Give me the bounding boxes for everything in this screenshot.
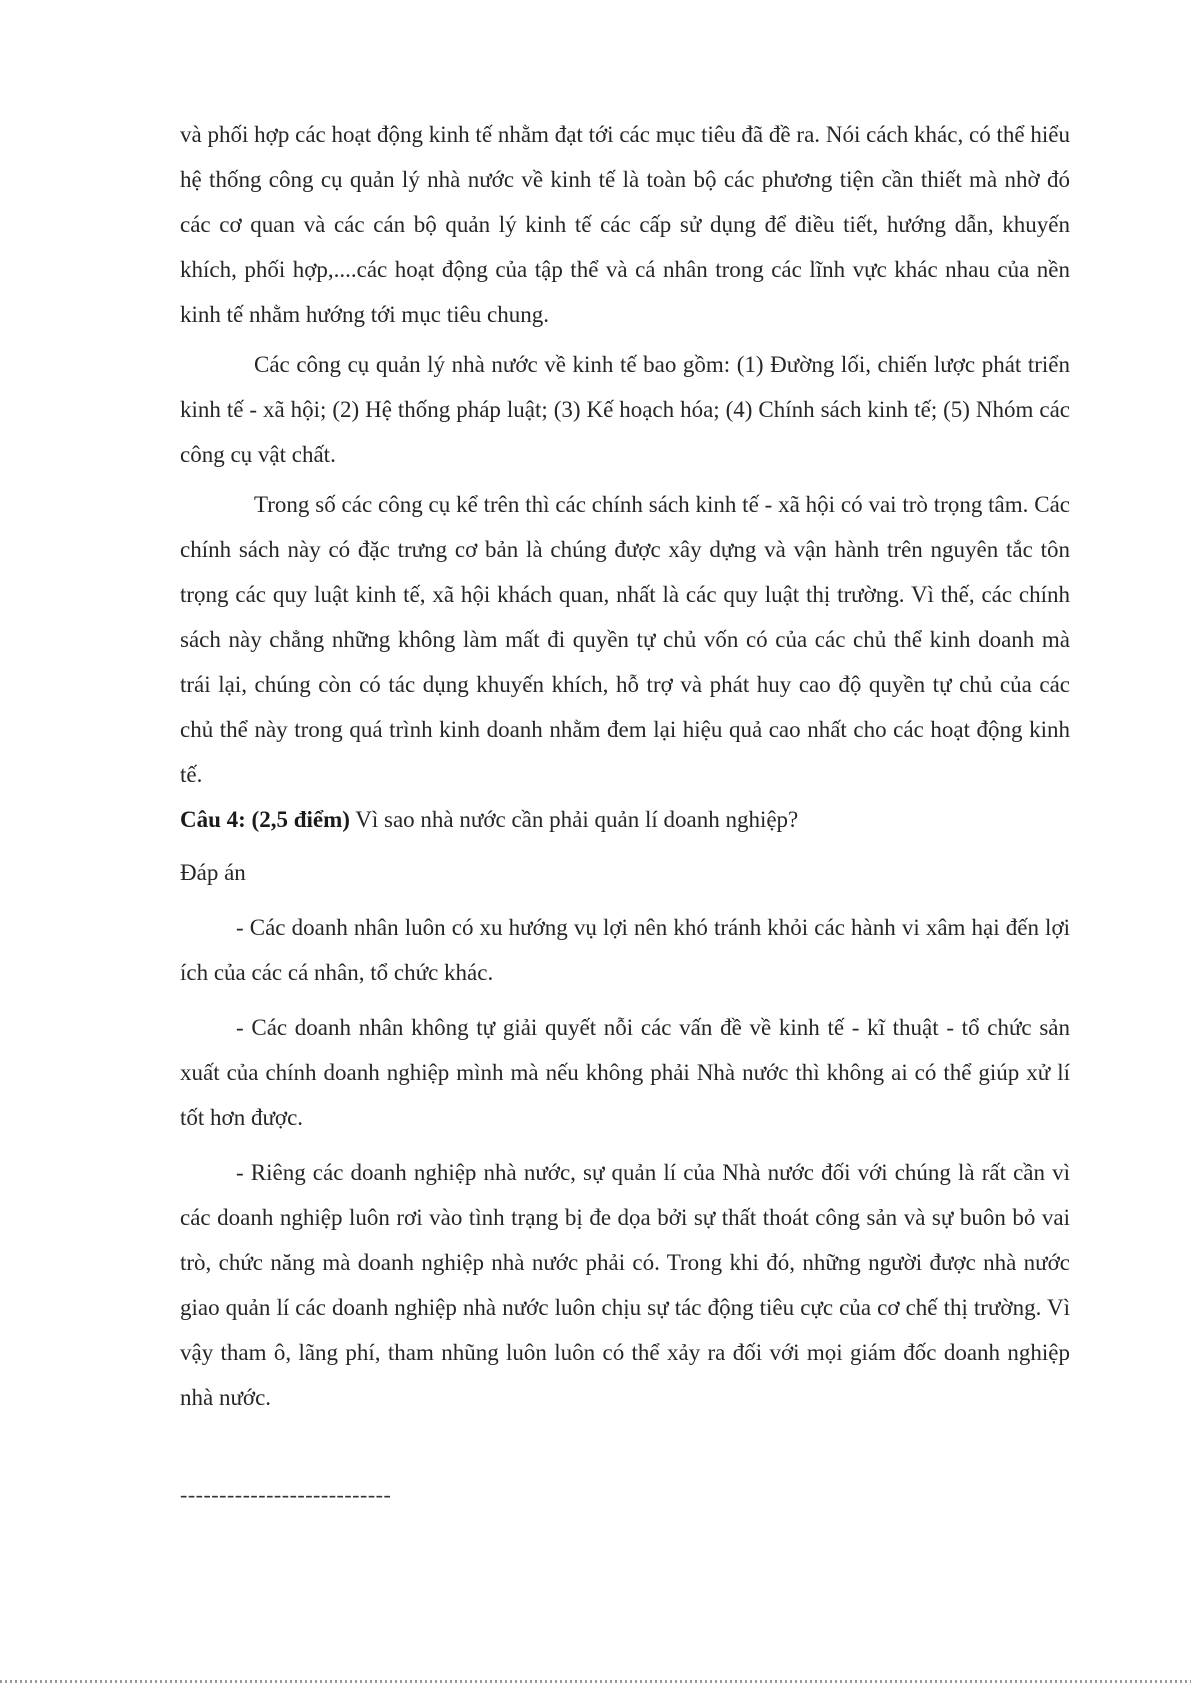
answer-item-3: - Riêng các doanh nghiệp nhà nước, sự quản lí của Nhà nước đối với chúng là rất cần vì các doanh nghiệp luôn rơi vào tình trạng bị đe dọa bởi sự thất thoát công sản và sự buôn bỏ vai trò, chức năng mà doanh nghiệp nhà nước phải có. Trong khi đó, những người được nhà nước giao quản lí các doanh nghiệp nhà nước luôn chịu sự tác động tiêu cực của cơ chế thị trường. Vì vậy tham ô, lãng phí, tham nhũng luôn luôn có thể xảy ra đối với mọi giám đốc doanh nghiệp nhà nước. xyxy=(180,1160,1070,1410)
paragraph-tools-definition: và phối hợp các hoạt động kinh tế nhằm đạt tới các mục tiêu đã đề ra. Nói cách khác, có thể hiểu hệ thống công cụ quản lý nhà nước về kinh tế là toàn bộ các phương tiện cần thiết mà nhờ đó các cơ quan và các cán bộ quản lý kinh tế các cấp sử dụng để điều tiết, hướng dẫn, khuyến khích, phối hợp,....các hoạt động của tập thể và cá nhân trong các lĩnh vực khác nhau của nền kinh tế nhằm hướng tới mục tiêu chung. xyxy=(180,122,1070,327)
section-separator: --------------------------- xyxy=(180,1482,392,1507)
answer-item-2: - Các doanh nhân không tự giải quyết nỗi các vấn đề về kinh tế - kĩ thuật - tổ chức sản xuất của chính doanh nghiệp mình mà nếu không phải Nhà nước thì không ai có thể giúp xử lí tốt hơn được. xyxy=(180,1015,1070,1130)
answer-heading: Đáp án xyxy=(180,860,246,885)
paragraph-tools-list: Các công cụ quản lý nhà nước về kinh tế bao gồm: (1) Đường lối, chiến lược phát triển kinh tế - xã hội; (2) Hệ thống pháp luật; (3) Kế hoạch hóa; (4) Chính sách kinh tế; (5) Nhóm các công cụ vật chất. xyxy=(180,352,1070,467)
document-page xyxy=(180,112,1070,1517)
paragraph-economic-policy: Trong số các công cụ kể trên thì các chính sách kinh tế - xã hội có vai trò trọng tâm. Các chính sách này có đặc trưng cơ bản là chúng được xây dựng và vận hành trên nguyên tắc tôn trọng các quy luật kinh tế, xã hội khách quan, nhất là các quy luật thị trường. Vì thế, các chính sách này chẳng những không làm mất đi quyền tự chủ vốn có của các chủ thể kinh doanh mà trái lại, chúng còn có tác dụng khuyến khích, hỗ trợ và phát huy cao độ quyền tự chủ của các chủ thể này trong quá trình kinh doanh nhằm đem lại hiệu quả cao nhất cho các hoạt động kinh tế. xyxy=(180,492,1070,787)
question-text: Vì sao nhà nước cần phải quản lí doanh nghiệp? xyxy=(349,807,799,832)
question-label: Câu 4: (2,5 điểm) xyxy=(180,807,350,832)
answer-item-1: - Các doanh nhân luôn có xu hướng vụ lợi nên khó tránh khỏi các hành vi xâm hại đến lợi ích của các cá nhân, tổ chức khác. xyxy=(180,915,1070,985)
question-4 xyxy=(180,797,1070,842)
